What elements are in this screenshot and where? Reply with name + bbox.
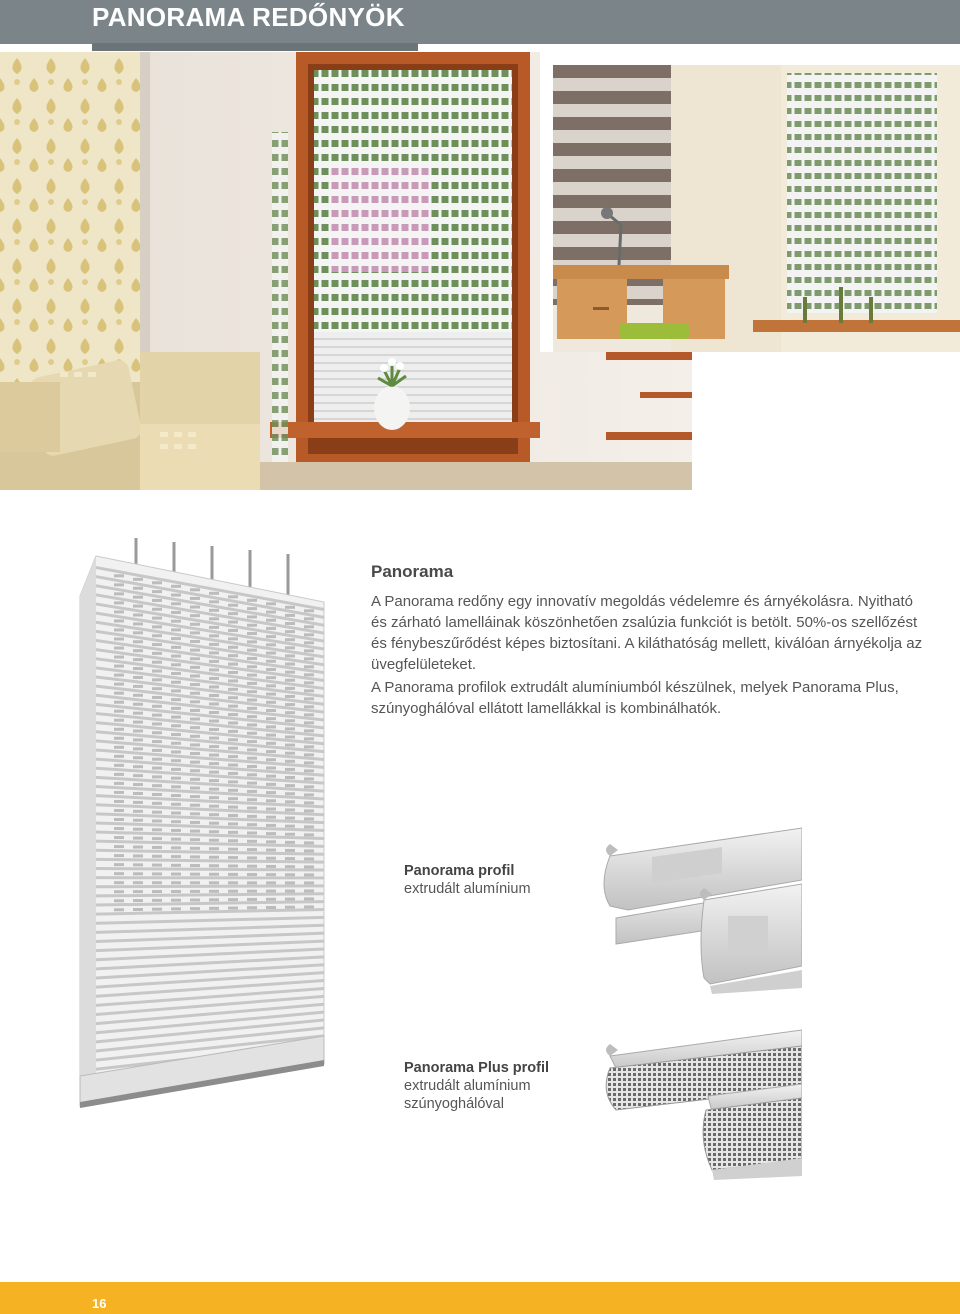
profile-image — [588, 826, 802, 994]
office-photo — [540, 52, 960, 352]
profile-name: Panorama Plus profil — [404, 1060, 550, 1076]
title-underline — [92, 43, 418, 51]
profile-feature: szúnyoghálóval — [404, 1096, 504, 1112]
profile-material: extrudált alumínium — [404, 1078, 531, 1094]
paragraph: A Panorama redőny egy innovatív megoldás védelemre és árnyékolásra. Nyitható és zárható lamelláinak köszönhetően zsalúzia funkciót is betölt. 50%-os szellőzést és fénybeszűrődést képes biztosítani. A kiláthatóság mellett, kiválóan árnyékolja az üvegfelületeket. — [371, 593, 923, 673]
blind-illustration — [74, 536, 336, 1108]
profile-caption — [404, 1059, 549, 1113]
footer-bar — [0, 1282, 960, 1314]
description — [371, 562, 931, 719]
profile-image — [588, 1028, 802, 1180]
section-title: Panorama — [371, 562, 454, 581]
page-title: PANORAMA REDŐNYÖK — [92, 2, 405, 32]
profile-caption — [404, 862, 531, 898]
paragraph: A Panorama profilok extrudált alumíniumból készülnek, melyek Panorama Plus, szúnyoghálóval ellátott lamellákkal is kombinálhatók. — [371, 679, 899, 717]
page-number: 16 — [92, 1296, 107, 1311]
profile-name: Panorama profil — [404, 863, 515, 879]
profile-material: extrudált alumínium — [404, 881, 531, 897]
